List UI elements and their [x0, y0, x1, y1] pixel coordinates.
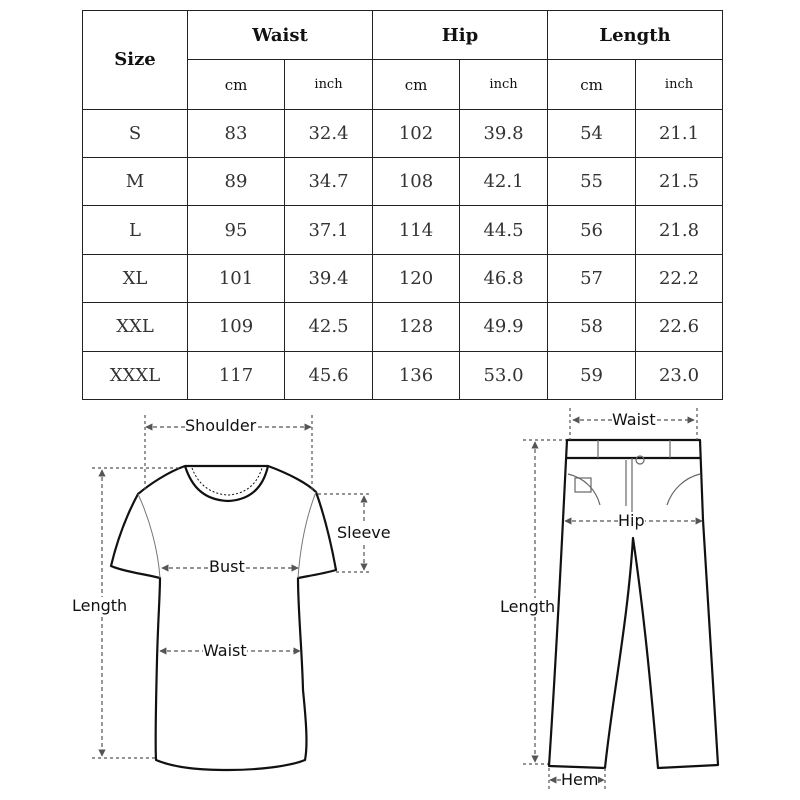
- hem-label: Hem: [561, 770, 599, 789]
- table-cell: 89: [188, 158, 285, 206]
- table-cell: 39.4: [285, 254, 373, 302]
- table-cell: 101: [188, 254, 285, 302]
- table-cell: 21.5: [636, 158, 723, 206]
- table-cell: 45.6: [285, 351, 373, 399]
- table-cell: 117: [188, 351, 285, 399]
- unit-header: inch: [460, 60, 548, 109]
- shirt-waist-label: Waist: [203, 641, 247, 660]
- table-cell: 23.0: [636, 351, 723, 399]
- table-cell: 22.2: [636, 254, 723, 302]
- table-cell: 58: [548, 303, 636, 351]
- table-cell: 34.7: [285, 158, 373, 206]
- unit-header: cm: [373, 60, 460, 109]
- pants-length-label: Length: [500, 597, 556, 616]
- unit-header: inch: [285, 60, 373, 109]
- table-cell: 114: [373, 206, 460, 254]
- table-cell: 37.1: [285, 206, 373, 254]
- pants-outline: [549, 440, 718, 768]
- tshirt-outline: [111, 466, 336, 770]
- size-cell: L: [83, 206, 188, 254]
- hip-header: Hip: [373, 11, 548, 60]
- table-cell: 42.1: [460, 158, 548, 206]
- table-cell: 109: [188, 303, 285, 351]
- hip-label: Hip: [618, 511, 645, 530]
- size-header: Size: [83, 11, 188, 110]
- table-cell: 55: [548, 158, 636, 206]
- table-cell: 56: [548, 206, 636, 254]
- table-cell: 54: [548, 109, 636, 157]
- size-cell: XL: [83, 254, 188, 302]
- pants-waist-label: Waist: [612, 410, 656, 429]
- table-cell: 108: [373, 158, 460, 206]
- unit-header: inch: [636, 60, 723, 109]
- table-cell: 53.0: [460, 351, 548, 399]
- table-cell: 57: [548, 254, 636, 302]
- table-cell: 22.6: [636, 303, 723, 351]
- table-cell: 95: [188, 206, 285, 254]
- table-cell: 21.8: [636, 206, 723, 254]
- table-cell: 42.5: [285, 303, 373, 351]
- sleeve-label: Sleeve: [337, 523, 391, 542]
- table-cell: 120: [373, 254, 460, 302]
- waist-header: Waist: [188, 11, 373, 60]
- size-cell: M: [83, 158, 188, 206]
- table-cell: 49.9: [460, 303, 548, 351]
- size-cell: S: [83, 109, 188, 157]
- table-cell: 59: [548, 351, 636, 399]
- shirt-length-label: Length: [72, 596, 128, 615]
- table-cell: 32.4: [285, 109, 373, 157]
- unit-header: cm: [548, 60, 636, 109]
- table-cell: 128: [373, 303, 460, 351]
- table-cell: 83: [188, 109, 285, 157]
- shoulder-label: Shoulder: [185, 416, 257, 435]
- table-cell: 102: [373, 109, 460, 157]
- table-cell: 136: [373, 351, 460, 399]
- unit-header: cm: [188, 60, 285, 109]
- table-cell: 44.5: [460, 206, 548, 254]
- table-cell: 46.8: [460, 254, 548, 302]
- table-cell: 39.8: [460, 109, 548, 157]
- size-cell: XXXL: [83, 351, 188, 399]
- bust-label: Bust: [209, 557, 245, 576]
- table-cell: 21.1: [636, 109, 723, 157]
- length-header: Length: [548, 11, 723, 60]
- size-cell: XXL: [83, 303, 188, 351]
